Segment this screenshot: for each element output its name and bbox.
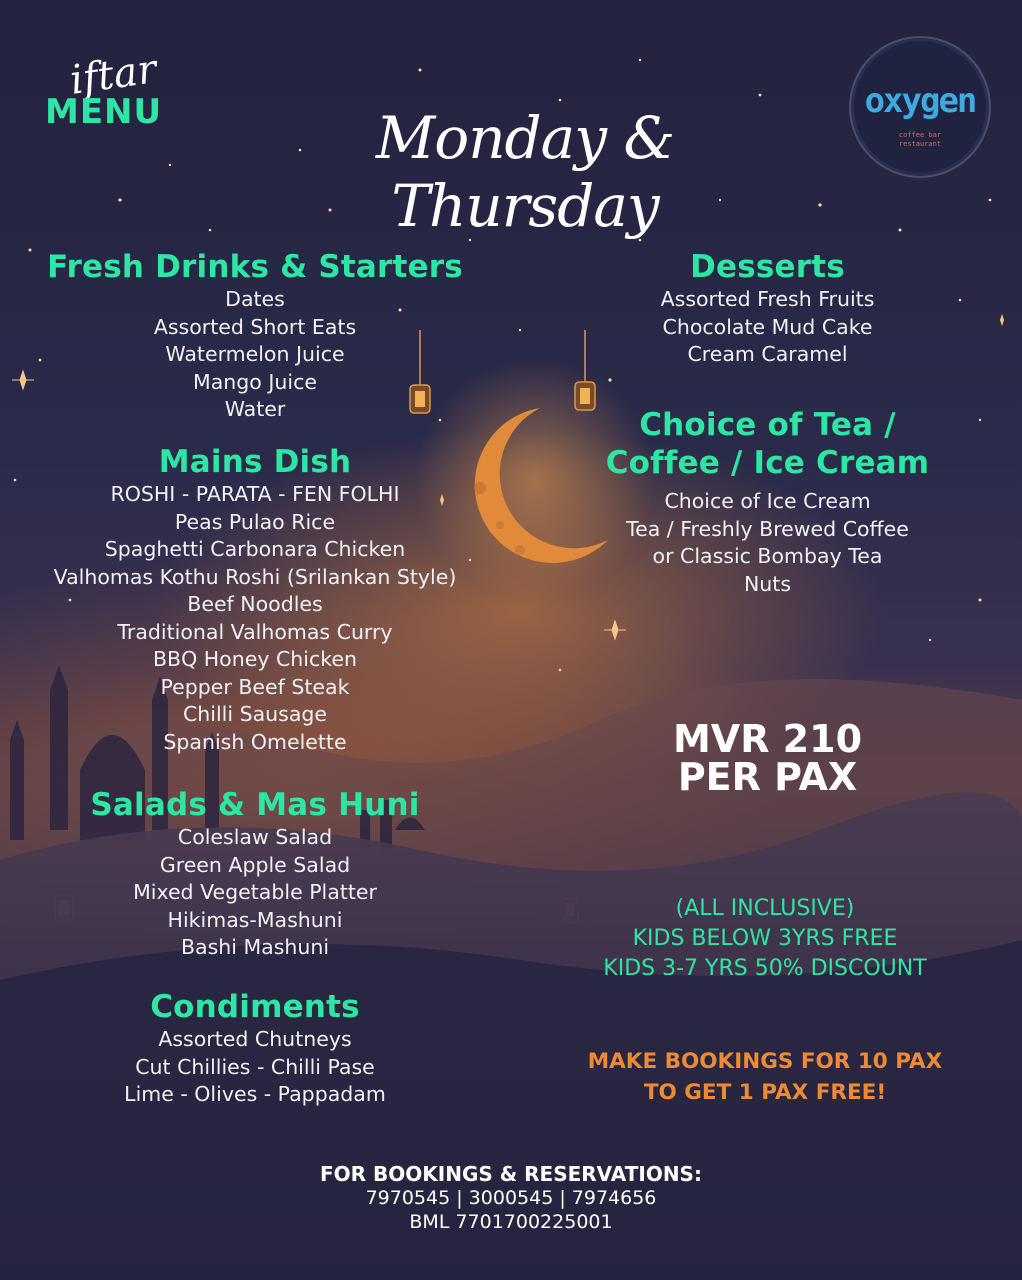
section-title-fresh-drinks: Fresh Drinks & Starters [47,249,463,285]
logo-name: oxygen [864,81,976,121]
contact-bank: BML 7701700225001 [409,1211,613,1233]
days-title: Monday & Thursday [375,104,675,240]
menu-item: or Classic Bombay Tea [652,544,883,568]
kids-3-7-text: KIDS 3-7 YRS 50% DISCOUNT [603,956,927,981]
fresh-drinks-list [20,286,490,424]
menu-item: Assorted Short Eats [153,314,357,339]
menu-item: Tea / Freshly Brewed Coffee [626,516,909,541]
menu-item: Spaghetti Carbonara Chicken [104,537,406,561]
menu-item: Watermelon Juice [165,342,345,366]
section-mains-dish [15,443,495,756]
section-title-tea-line1: Choice of Tea / [639,407,896,443]
menu-item: Green Apple Salad [159,852,351,877]
menu-item: Spanish Omelette [163,729,347,754]
condiments-list [20,1026,490,1109]
section-title-condiments: Condiments [150,989,360,1025]
menu-item: Mango Juice [193,369,317,394]
menu-item: Cut Chillies - Chilli Pase [135,1054,375,1079]
mains-list [15,481,495,756]
menu-item: Water [224,397,286,421]
logo-subtitle [854,131,986,149]
logo-sub-line2: restaurant [898,140,942,148]
menu-item: Chocolate Mud Cake [662,314,873,339]
salads-list [20,824,490,962]
contact-phones: 7970545 | 3000545 | 7974656 [365,1187,657,1209]
kids-below-3-text: KIDS BELOW 3YRS FREE [632,926,898,951]
price-amount: MVR 210 [672,717,863,761]
menu-item: Assorted Chutneys [158,1027,352,1051]
section-condiments [20,988,490,1109]
section-desserts [560,248,975,369]
section-title-tea-line2: Coffee / Ice Cream [605,445,930,481]
price-block [560,717,975,799]
menu-title: MENU [45,92,163,132]
menu-item: Assorted Fresh Fruits [660,287,875,311]
menu-item: Lime - Olives - Pappadam [124,1082,386,1106]
menu-item: Chilli Sausage [182,702,328,726]
menu-item: BBQ Honey Chicken [152,647,357,671]
section-fresh-drinks [20,248,490,424]
menu-item: Coleslaw Salad [177,825,333,849]
iftar-script-title: iftar [67,46,160,104]
promo-line2: TO GET 1 PAX FREE! [643,1080,887,1105]
menu-item: Bashi Mashuni [180,935,330,959]
oxygen-logo [851,38,989,176]
menu-item: Nuts [743,571,792,596]
price-unit: PER PAX [677,755,858,799]
menu-item: Peas Pulao Rice [174,509,336,534]
contact-block [211,1162,811,1234]
menu-item: Valhomas Kothu Roshi (Srilankan Style) [53,564,457,589]
menu-item: Hikimas-Mashuni [167,907,343,932]
menu-item: Mixed Vegetable Platter [133,880,377,904]
menu-item: ROSHI - PARATA - FEN FOLHI [110,482,400,506]
desserts-list [560,286,975,369]
section-salads [20,786,490,962]
section-title-mains: Mains Dish [158,444,352,480]
menu-item: Beef Noodles [187,592,323,616]
promo-line1: MAKE BOOKINGS FOR 10 PAX [587,1049,943,1074]
tea-list [560,488,975,598]
all-inclusive-text: (ALL INCLUSIVE) [675,896,855,921]
menu-item: Dates [225,287,285,311]
menu-item: Choice of Ice Cream [664,489,871,513]
menu-item: Traditional Valhomas Curry [117,619,393,644]
menu-item: Pepper Beef Steak [160,674,350,699]
menu-item: Cream Caramel [687,342,848,366]
section-title-desserts: Desserts [690,249,845,285]
inclusive-info [545,894,985,984]
section-tea-coffee [560,406,975,598]
logo-sub-line1: coffee bar [898,131,942,139]
contact-heading: FOR BOOKINGS & RESERVATIONS: [320,1162,702,1186]
promo-block [545,1046,985,1108]
section-title-salads: Salads & Mas Huni [90,787,420,823]
